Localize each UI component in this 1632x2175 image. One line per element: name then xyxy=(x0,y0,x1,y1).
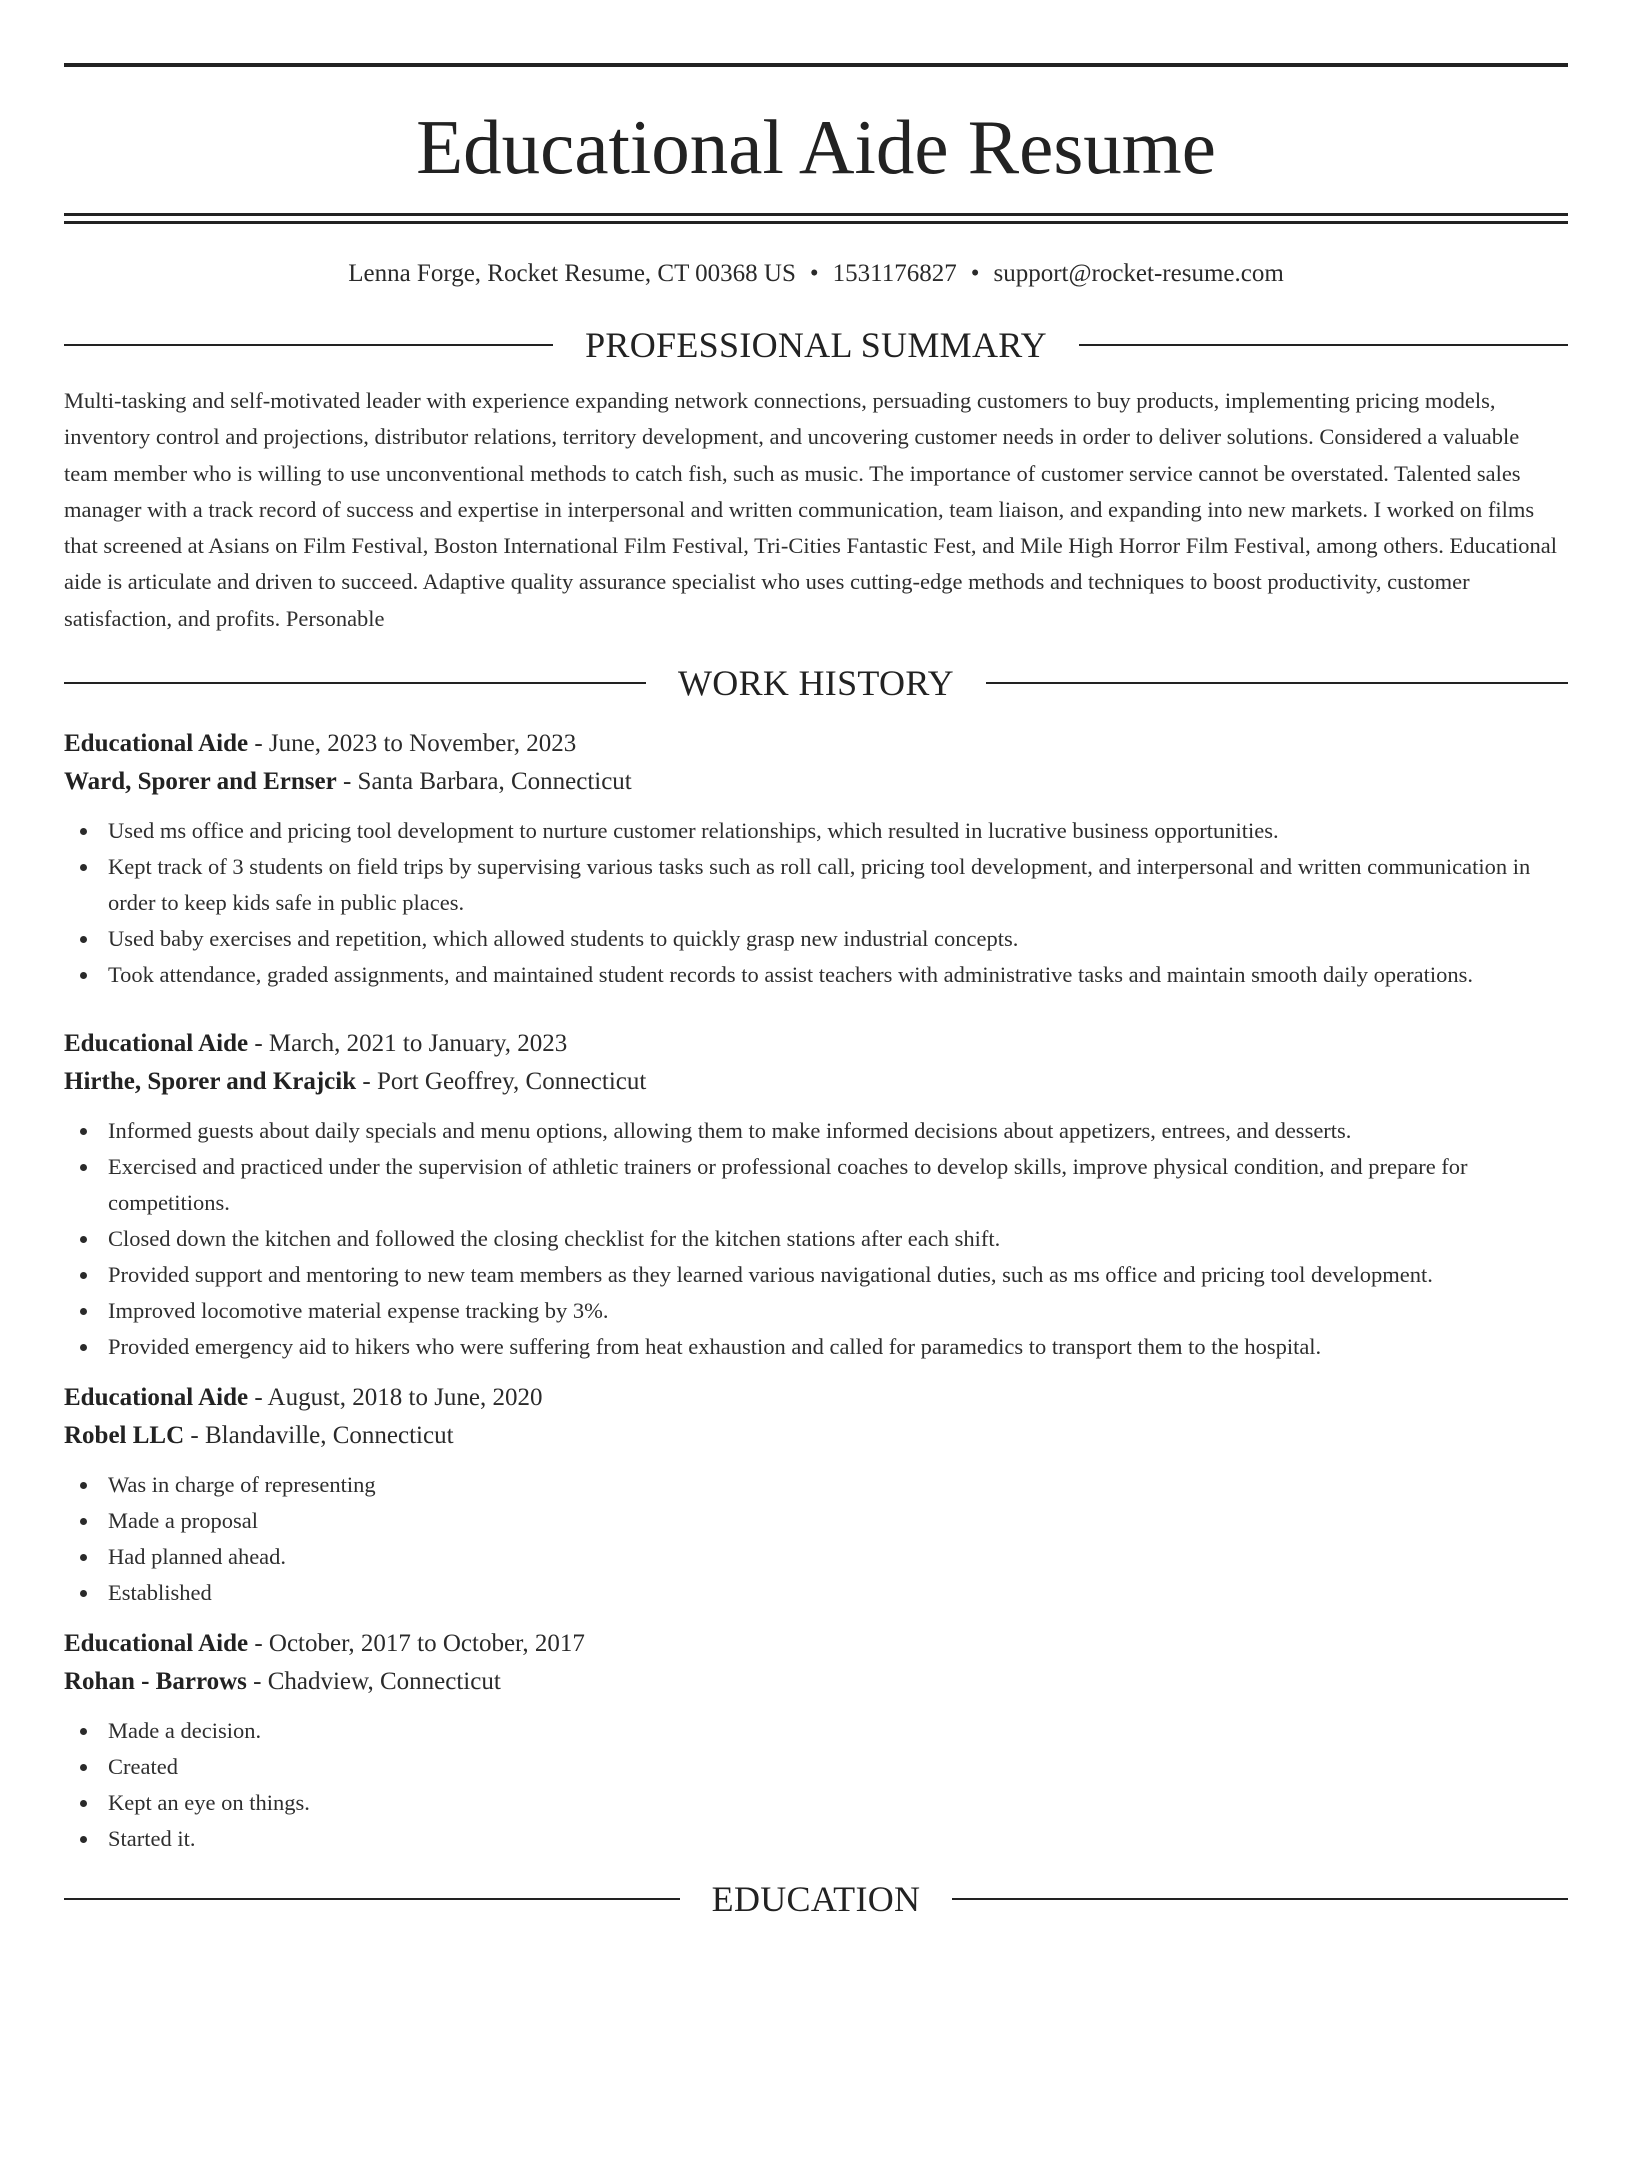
job-bullet: Made a proposal xyxy=(64,1503,1568,1539)
job-entry xyxy=(64,1025,1568,1365)
contact-email: support@rocket-resume.com xyxy=(993,260,1284,287)
contact-line xyxy=(64,257,1568,291)
contact-separator: • xyxy=(809,260,819,287)
job-title: Educational Aide xyxy=(64,1030,249,1058)
job-bullet: Used baby exercises and repetition, which allowed students to quickly grasp new industrial concepts. xyxy=(64,921,1568,957)
job-dates: - August, 2018 to June, 2020 xyxy=(248,1384,543,1412)
job-company-line xyxy=(64,1417,1568,1455)
job-bullets xyxy=(64,1713,1568,1857)
job-bullet: Kept an eye on things. xyxy=(64,1785,1568,1821)
job-bullets xyxy=(64,1113,1568,1365)
contact-separator: • xyxy=(970,260,980,287)
job-bullet: Took attendance, graded assignments, and maintained student records to assist teachers with administrative tasks and maintain smooth daily operations. xyxy=(64,957,1568,993)
contact-address: Lenna Forge, Rocket Resume, CT 00368 US xyxy=(348,260,796,287)
job-title: Educational Aide xyxy=(64,1630,249,1658)
summary-text: Multi-tasking and self-motivated leader with experience expanding network connections, persuading customers to buy products, implementing pricing models, inventory control and projections, distributor relations, territory development, and uncovering customer needs in order to deliver solutions. Considered a valuable team member who is willing to use unconventional methods to catch fish, such as music. The importance of customer service cannot be overstated. Talented sales manager with a track record of success and expertise in interpersonal and written communication, team liaison, and expanding into new markets. I worked on films that screened at Asians on Film Festival, Boston International Film Festival, Tri-Cities Fantastic Fest, and Mile High Horror Film Festival, among others. Educational aide is articulate and driven to succeed. Adaptive quality assurance specialist who uses cutting-edge methods and techniques to boost productivity, customer satisfaction, and profits. Personable xyxy=(64,388,1557,631)
job-company-line xyxy=(64,763,1568,801)
job-company-line xyxy=(64,1663,1568,1701)
heading-rule-right xyxy=(1079,344,1568,346)
summary-heading-label: PROFESSIONAL SUMMARY xyxy=(585,325,1047,365)
job-dates: - March, 2021 to January, 2023 xyxy=(248,1030,568,1058)
job-entry xyxy=(64,1379,1568,1611)
heading-rule-left xyxy=(64,1898,680,1900)
job-company-line xyxy=(64,1063,1568,1101)
job-company: Robel LLC xyxy=(64,1422,185,1450)
heading-rule-left xyxy=(64,344,553,346)
job-title-line xyxy=(64,725,1568,763)
heading-rule-right xyxy=(986,682,1568,684)
job-bullet: Had planned ahead. xyxy=(64,1539,1568,1575)
job-bullet: Closed down the kitchen and followed the closing checklist for the kitchen stations after each shift. xyxy=(64,1221,1568,1257)
job-location: - Santa Barbara, Connecticut xyxy=(336,768,632,796)
job-title-line xyxy=(64,1025,1568,1063)
job-bullet: Made a decision. xyxy=(64,1713,1568,1749)
job-bullet: Improved locomotive material expense tracking by 3%. xyxy=(64,1293,1568,1329)
job-entry xyxy=(64,1625,1568,1857)
job-bullet: Was in charge of representing xyxy=(64,1467,1568,1503)
job-bullet: Exercised and practiced under the supervision of athletic trainers or professional coaches to develop skills, improve physical condition, and prepare for competitions. xyxy=(64,1149,1568,1221)
education-section-heading xyxy=(64,1875,1568,1923)
education-heading-label: EDUCATION xyxy=(711,1879,921,1920)
job-dates: - June, 2023 to November, 2023 xyxy=(248,730,577,758)
job-title: Educational Aide xyxy=(64,730,249,758)
job-bullet: Provided emergency aid to hikers who were suffering from heat exhaustion and called for paramedics to transport them to the hospital. xyxy=(64,1329,1568,1365)
resume-title: Educational Aide Resume xyxy=(416,104,1216,190)
job-bullet: Informed guests about daily specials and menu options, allowing them to make informed decisions about appetizers, entrees, and desserts. xyxy=(64,1113,1568,1149)
job-dates: - October, 2017 to October, 2017 xyxy=(248,1630,585,1658)
job-company: Ward, Sporer and Ernser xyxy=(64,768,337,796)
job-location: - Chadview, Connecticut xyxy=(246,1668,501,1696)
job-location: - Blandaville, Connecticut xyxy=(184,1422,454,1450)
work-heading-label: WORK HISTORY xyxy=(678,663,954,704)
heading-rule-right xyxy=(952,1898,1568,1900)
job-bullet: Established xyxy=(64,1575,1568,1611)
top-rule xyxy=(64,63,1568,67)
job-bullet: Used ms office and pricing tool development to nurture customer relationships, which resulted in lucrative business opportunities. xyxy=(64,813,1568,849)
job-bullet: Started it. xyxy=(64,1821,1568,1857)
contact-phone: 1531176827 xyxy=(832,260,957,287)
title-double-rule xyxy=(64,213,1568,224)
job-bullet: Provided support and mentoring to new team members as they learned various navigational duties, such as ms office and pricing tool development. xyxy=(64,1257,1568,1293)
job-title-line xyxy=(64,1379,1568,1417)
job-bullet: Kept track of 3 students on field trips by supervising various tasks such as roll call, pricing tool development, and interpersonal and written communication in order to keep kids safe in public places. xyxy=(64,849,1568,921)
job-bullet: Created xyxy=(64,1749,1568,1785)
job-title: Educational Aide xyxy=(64,1384,249,1412)
job-entry xyxy=(64,725,1568,993)
summary-section-heading xyxy=(64,321,1568,369)
resume-page xyxy=(0,63,1632,2175)
job-company: Hirthe, Sporer and Krajcik xyxy=(64,1068,357,1096)
job-bullets xyxy=(64,1467,1568,1611)
job-company: Rohan - Barrows xyxy=(64,1668,247,1696)
heading-rule-left xyxy=(64,682,646,684)
work-section-heading xyxy=(64,659,1568,707)
job-title-line xyxy=(64,1625,1568,1663)
job-bullets xyxy=(64,813,1568,993)
job-location: - Port Geoffrey, Connecticut xyxy=(356,1068,647,1096)
